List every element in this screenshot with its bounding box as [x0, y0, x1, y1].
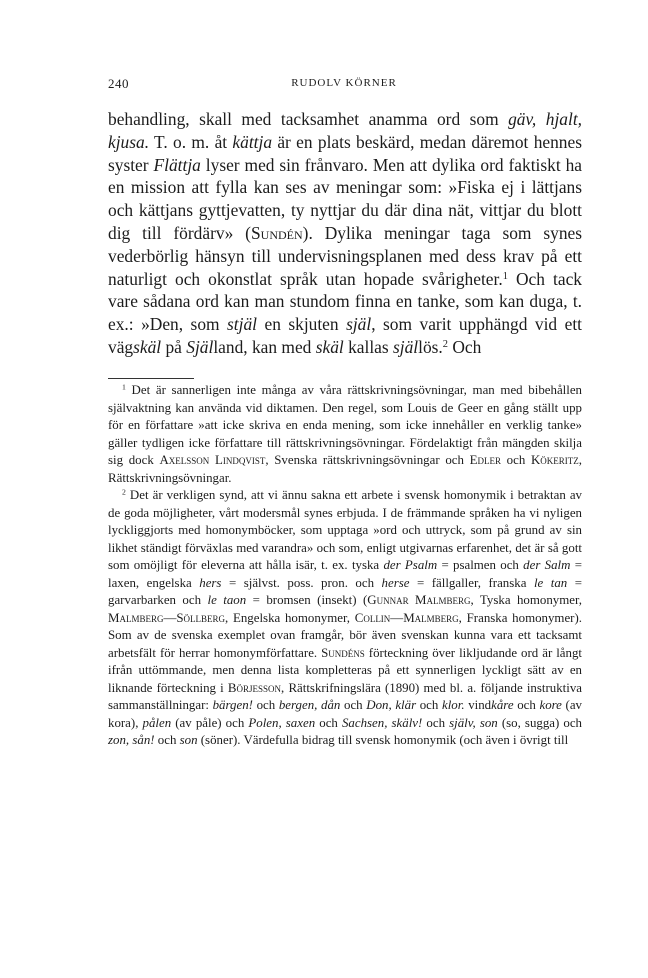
- author-name: Malmberg—Söllberg: [108, 610, 226, 625]
- italic-word: pålen: [142, 715, 172, 730]
- text-run: Och: [448, 336, 482, 357]
- text-run: , Tyska homonymer,: [470, 593, 582, 607]
- author-name: Börjesson: [227, 680, 282, 695]
- italic-word: skäl: [315, 336, 344, 357]
- page-number: 240: [108, 76, 129, 91]
- main-paragraph: [108, 108, 582, 359]
- footnote-1: [108, 382, 582, 487]
- text-run: land, kan med: [213, 336, 316, 357]
- text-run: = garvarbarken och: [108, 575, 582, 607]
- text-run: och: [154, 733, 180, 747]
- author-name: Axelsson Lindqvist: [159, 453, 266, 467]
- author-name: Collin—Malmberg: [354, 610, 459, 625]
- italic-word: le tan: [533, 575, 568, 590]
- italic-word: Don, klär: [366, 698, 417, 712]
- text-run: = psalmen och: [437, 558, 524, 572]
- italic-word: klor.: [442, 698, 465, 712]
- text-run: = laxen, engelska: [108, 558, 583, 590]
- text-run: är en plats beskärd, medan däremot hennes syster: [108, 131, 582, 175]
- italic-word: der Salm: [523, 558, 571, 572]
- text-run: (so, sugga) och: [497, 715, 582, 730]
- text-run: lös.: [418, 336, 443, 357]
- italic-word: kore: [539, 698, 562, 712]
- text-run: en skjuten: [257, 314, 347, 335]
- author-name: Gunnar Malmberg: [367, 593, 471, 607]
- italic-word: Sachsen, skälv!: [341, 715, 423, 730]
- footnote-1-text: [108, 382, 582, 487]
- text-run: (söner). Värdefulla bidrag till svensk homonymik (och även i övrigt till: [197, 733, 569, 747]
- text-run: T. o. m. åt: [149, 131, 233, 152]
- text-run: och: [252, 698, 279, 712]
- text-run: och: [416, 698, 442, 712]
- page-header: [108, 76, 580, 94]
- italic-word: herse: [381, 575, 410, 590]
- text-run: förteckning över likljudande ord är långt ifrån uttömmande, men denna lista kompletteras på ett synnerligen lyckligt sätt av en liknande förteckning i: [108, 645, 582, 695]
- text-run: lyser med sin frånvaro. Men att dylika ord faktiskt ha en mission att fylla kan ses av meningar som: »Fiska ej i lättjans och kättjans gyttjevatten, ty nyttjar du där dina nät, vittjar du blott dig till fördärv» (: [108, 154, 583, 243]
- text-run: och: [513, 698, 540, 712]
- text-run: (av påle) och: [171, 715, 249, 730]
- author-name: Edler: [469, 453, 501, 467]
- italic-word: son: [179, 733, 198, 747]
- italic-word: bergen, dån: [278, 698, 341, 712]
- footnote-marker: 1: [122, 382, 126, 392]
- italic-word: själ: [346, 314, 372, 335]
- footnote-marker: 2: [122, 487, 126, 497]
- text-run: Det är verkligen synd, att vi ännu sakna ett arbete i svensk homonymik i betraktan av de goda möjligheter, vårt modersmål synes erbjuda. I de främmande språken ha vi nyligen lyckliggjorts med homonymböcker, som upptaga »ord och uttryck, som på grund av sin likhet ständigt förväxlas med varandra» och som, enligt utgivarnas erfarenhet, det är så gott som omöjligt för eleverna att hålla isär, t. ex. tyska: [108, 488, 582, 572]
- footnote-2-text: [108, 487, 582, 750]
- footnote-marker: 1: [502, 270, 508, 282]
- text-run: vind: [464, 698, 492, 712]
- italic-word: Polen, saxen: [248, 715, 316, 730]
- footnote-2: [108, 487, 582, 750]
- text-run: = självst. poss. pron. och: [221, 575, 382, 590]
- text-run: (av kora),: [108, 698, 583, 730]
- author-name: Sundén: [250, 222, 303, 243]
- italic-word: hers: [199, 575, 222, 590]
- italic-word: skäl: [133, 336, 162, 357]
- italic-word: stjäl: [227, 314, 257, 335]
- text-run: på: [161, 336, 187, 357]
- text-run: behandling, skall med tacksamhet anamma ord som: [108, 109, 509, 129]
- italic-word: kåre: [491, 698, 514, 712]
- text-run: , Rättskrivningsövningar.: [108, 453, 583, 485]
- footnote-separator: [108, 378, 194, 379]
- author-name: Sundéns: [321, 645, 365, 660]
- italic-word: zon, sån!: [108, 733, 155, 747]
- italic-word: kättja: [232, 131, 273, 152]
- italic-word: gäv, hjalt, kjusa.: [108, 109, 582, 152]
- text-run: Och tack vare sådana ord kan man stundom finna en tanke, som kan duga, t. ex.: »Den, som: [108, 268, 583, 335]
- author-name: Kökeritz: [530, 453, 579, 467]
- main-text: [108, 108, 582, 359]
- text-run: ). Dylika meningar taga som synes vederbörlig hänsyn till undervisningsplanen med dess krav på ett naturligt och okonstlat språk utan hopade svårigheter.: [108, 222, 582, 289]
- text-run: , som varit upphängd vid ett väg: [108, 314, 582, 357]
- text-run: Det är sannerligen inte många av våra rättskrivningsövningar, man med bibehållen självaktning kan använda vid diktamen. Den regel, som Louis de Geer en gång ställt upp för en författare »att icke skriva en enda mening, som icke innehåller en verklig tanke» gäller tydligen icke författare till rättskrivningsövningar. Fördelaktigt från mängden skilja sig dock: [108, 383, 582, 467]
- italic-word: bärgen!: [212, 698, 253, 712]
- italic-word: Själ: [186, 336, 214, 357]
- italic-word: själv, son: [449, 715, 498, 730]
- italic-word: le taon: [207, 593, 247, 607]
- text-run: , Rättskrifningslära (1890) med bl. a. följande instruktiva sammanställningar:: [108, 680, 582, 712]
- italic-word: Flättja: [153, 154, 201, 175]
- text-run: , Franska homonymer). Som av de svenska exemplet ovan framgår, bör även svenskan kunna vara ett tacksamt arbetsfält för herrar homonymförfattare.: [108, 610, 582, 660]
- text-run: och: [501, 453, 531, 467]
- footnote-marker: 2: [442, 338, 449, 350]
- text-run: , Svenska rättskrivningsövningar och: [265, 453, 470, 467]
- text-run: , Engelska homonymer,: [225, 610, 355, 625]
- text-run: och: [422, 715, 450, 730]
- text-run: och: [340, 698, 367, 712]
- text-run: = bromsen (insekt) (: [246, 593, 368, 607]
- italic-word: der Psalm: [383, 558, 438, 572]
- text-run: = fällgaller, franska: [409, 575, 534, 590]
- text-run: och: [315, 715, 342, 730]
- running-head: RUDOLV KÖRNER: [291, 77, 397, 89]
- text-run: kallas: [343, 336, 393, 357]
- footnotes: [108, 382, 582, 750]
- italic-word: själ: [393, 336, 419, 357]
